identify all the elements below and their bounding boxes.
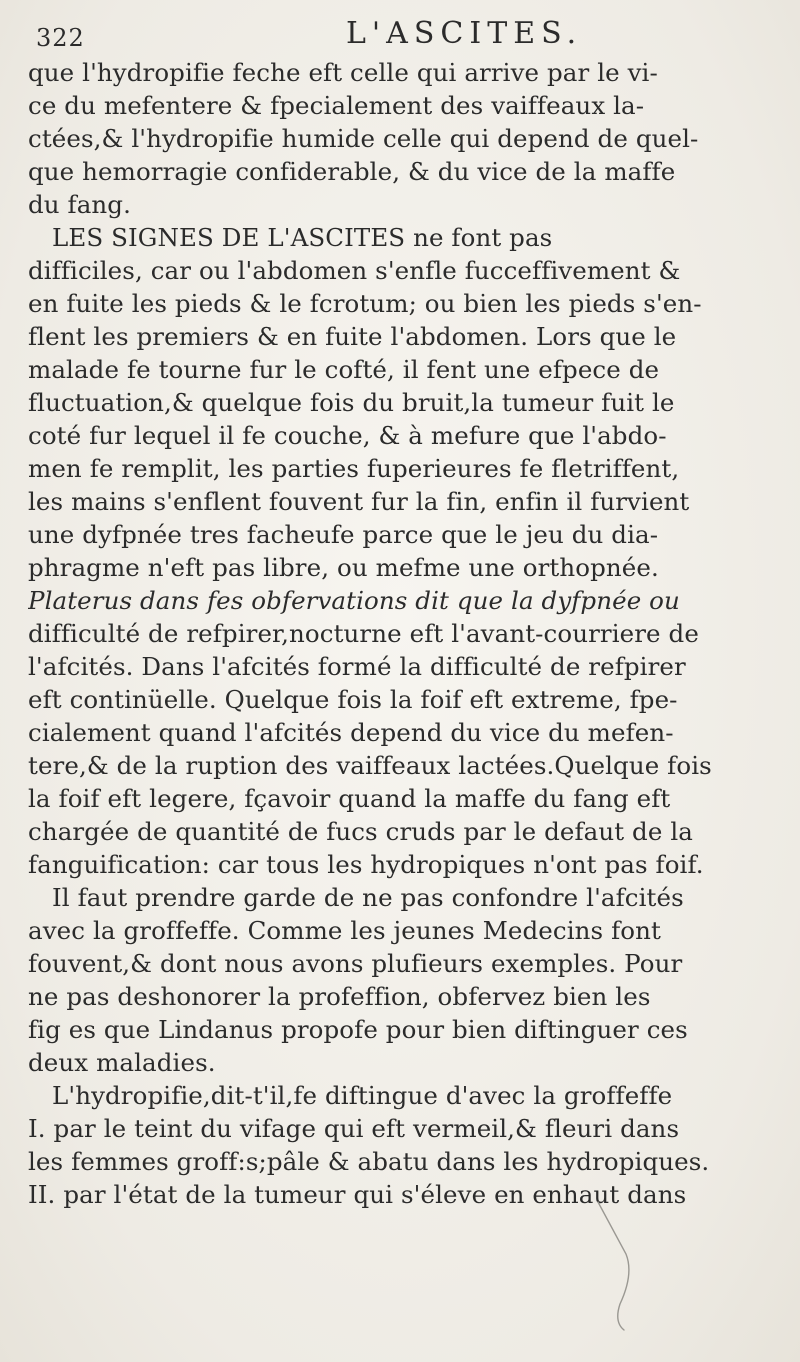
text-line: ne pas deshonorer la profeffion, obfervez bien les [28, 982, 651, 1011]
text-line: I. par le teint du vifage qui eft vermeil,& fleuri dans [28, 1114, 680, 1143]
pencil-mark-icon [590, 1194, 670, 1334]
text-line: les femmes groff:s;pâle & abatu dans les hydropiques. [28, 1147, 710, 1176]
text-line: flent les premiers & en fuite l'abdomen. Lors que le [28, 322, 677, 351]
text-line: ce du mefentere & fpecialement des vaiffeaux la- [28, 91, 645, 120]
text-line: fig es que Lindanus propofe pour bien diftinguer ces [28, 1015, 688, 1044]
text-line: chargée de quantité de fucs cruds par le defaut de la [28, 817, 693, 846]
text-line: une dyfpnée tres facheufe parce que le jeu du dia- [28, 520, 659, 549]
body-text [28, 56, 788, 1211]
text-line: eft continüelle. Quelque fois la foif eft extreme, fpe- [28, 685, 678, 714]
text-line: la foif eft legere, fçavoir quand la maffe du fang eft [28, 784, 671, 813]
text-line: L'hydropifie,dit-t'il,fe diftingue d'avec la groffeffe [52, 1081, 673, 1110]
page-header [28, 10, 772, 54]
text-line: difficulté de refpirer,nocturne eft l'avant-courriere de [28, 619, 699, 648]
text-line: que hemorragie confiderable, & du vice de la maffe [28, 157, 676, 186]
text-line: l'afcités. Dans l'afcités formé la difficulté de refpirer [28, 652, 686, 681]
text-line: cialement quand l'afcités depend du vice du mefen- [28, 718, 674, 747]
text-line: men fe remplit, les parties fuperieures fe fletriffent, [28, 454, 680, 483]
text-line: fanguification: car tous les hydropiques n'ont pas foif. [28, 850, 704, 879]
text-line: fluctuation,& quelque fois du bruit,la tumeur fuit le [28, 388, 675, 417]
text-line: II. par l'état de la tumeur qui s'éleve en enhaut dans [28, 1180, 687, 1209]
text-line: difficiles, car ou l'abdomen s'enfle fucceffivement & [28, 256, 681, 285]
text-line: en fuite les pieds & le fcrotum; ou bien les pieds s'en- [28, 289, 702, 318]
text-line: les mains s'enflent fouvent fur la fin, enfin il furvient [28, 487, 690, 516]
text-line: malade fe tourne fur le cofté, il fent une efpece de [28, 355, 660, 384]
text-line: du fang. [28, 190, 131, 219]
text-line: Platerus dans fes obfervations dit que la dyfpnée ou [28, 586, 680, 615]
text-line: phragme n'eft pas libre, ou mefme une orthopnée. [28, 553, 659, 582]
text-line: avec la groffeffe. Comme les jeunes Medecins font [28, 916, 661, 945]
text-line: que l'hydropifie feche eft celle qui arrive par le vi- [28, 58, 658, 87]
section-heading-line: LES SIGNES DE L'ASCITES ne font pas [52, 223, 553, 252]
page-number: 322 [36, 24, 85, 52]
text-line: ctées,& l'hydropifie humide celle qui depend de quel- [28, 124, 699, 153]
text-line: Il faut prendre garde de ne pas confondre l'afcités [52, 883, 684, 912]
text-line: coté fur lequel il fe couche, & à mefure que l'abdo- [28, 421, 667, 450]
text-line: deux maladies. [28, 1048, 216, 1077]
text-line: tere,& de la ruption des vaiffeaux lactées.Quelque fois [28, 751, 712, 780]
running-head: L'ASCITES. [346, 16, 583, 51]
text-line: fouvent,& dont nous avons plufieurs exemples. Pour [28, 949, 683, 978]
